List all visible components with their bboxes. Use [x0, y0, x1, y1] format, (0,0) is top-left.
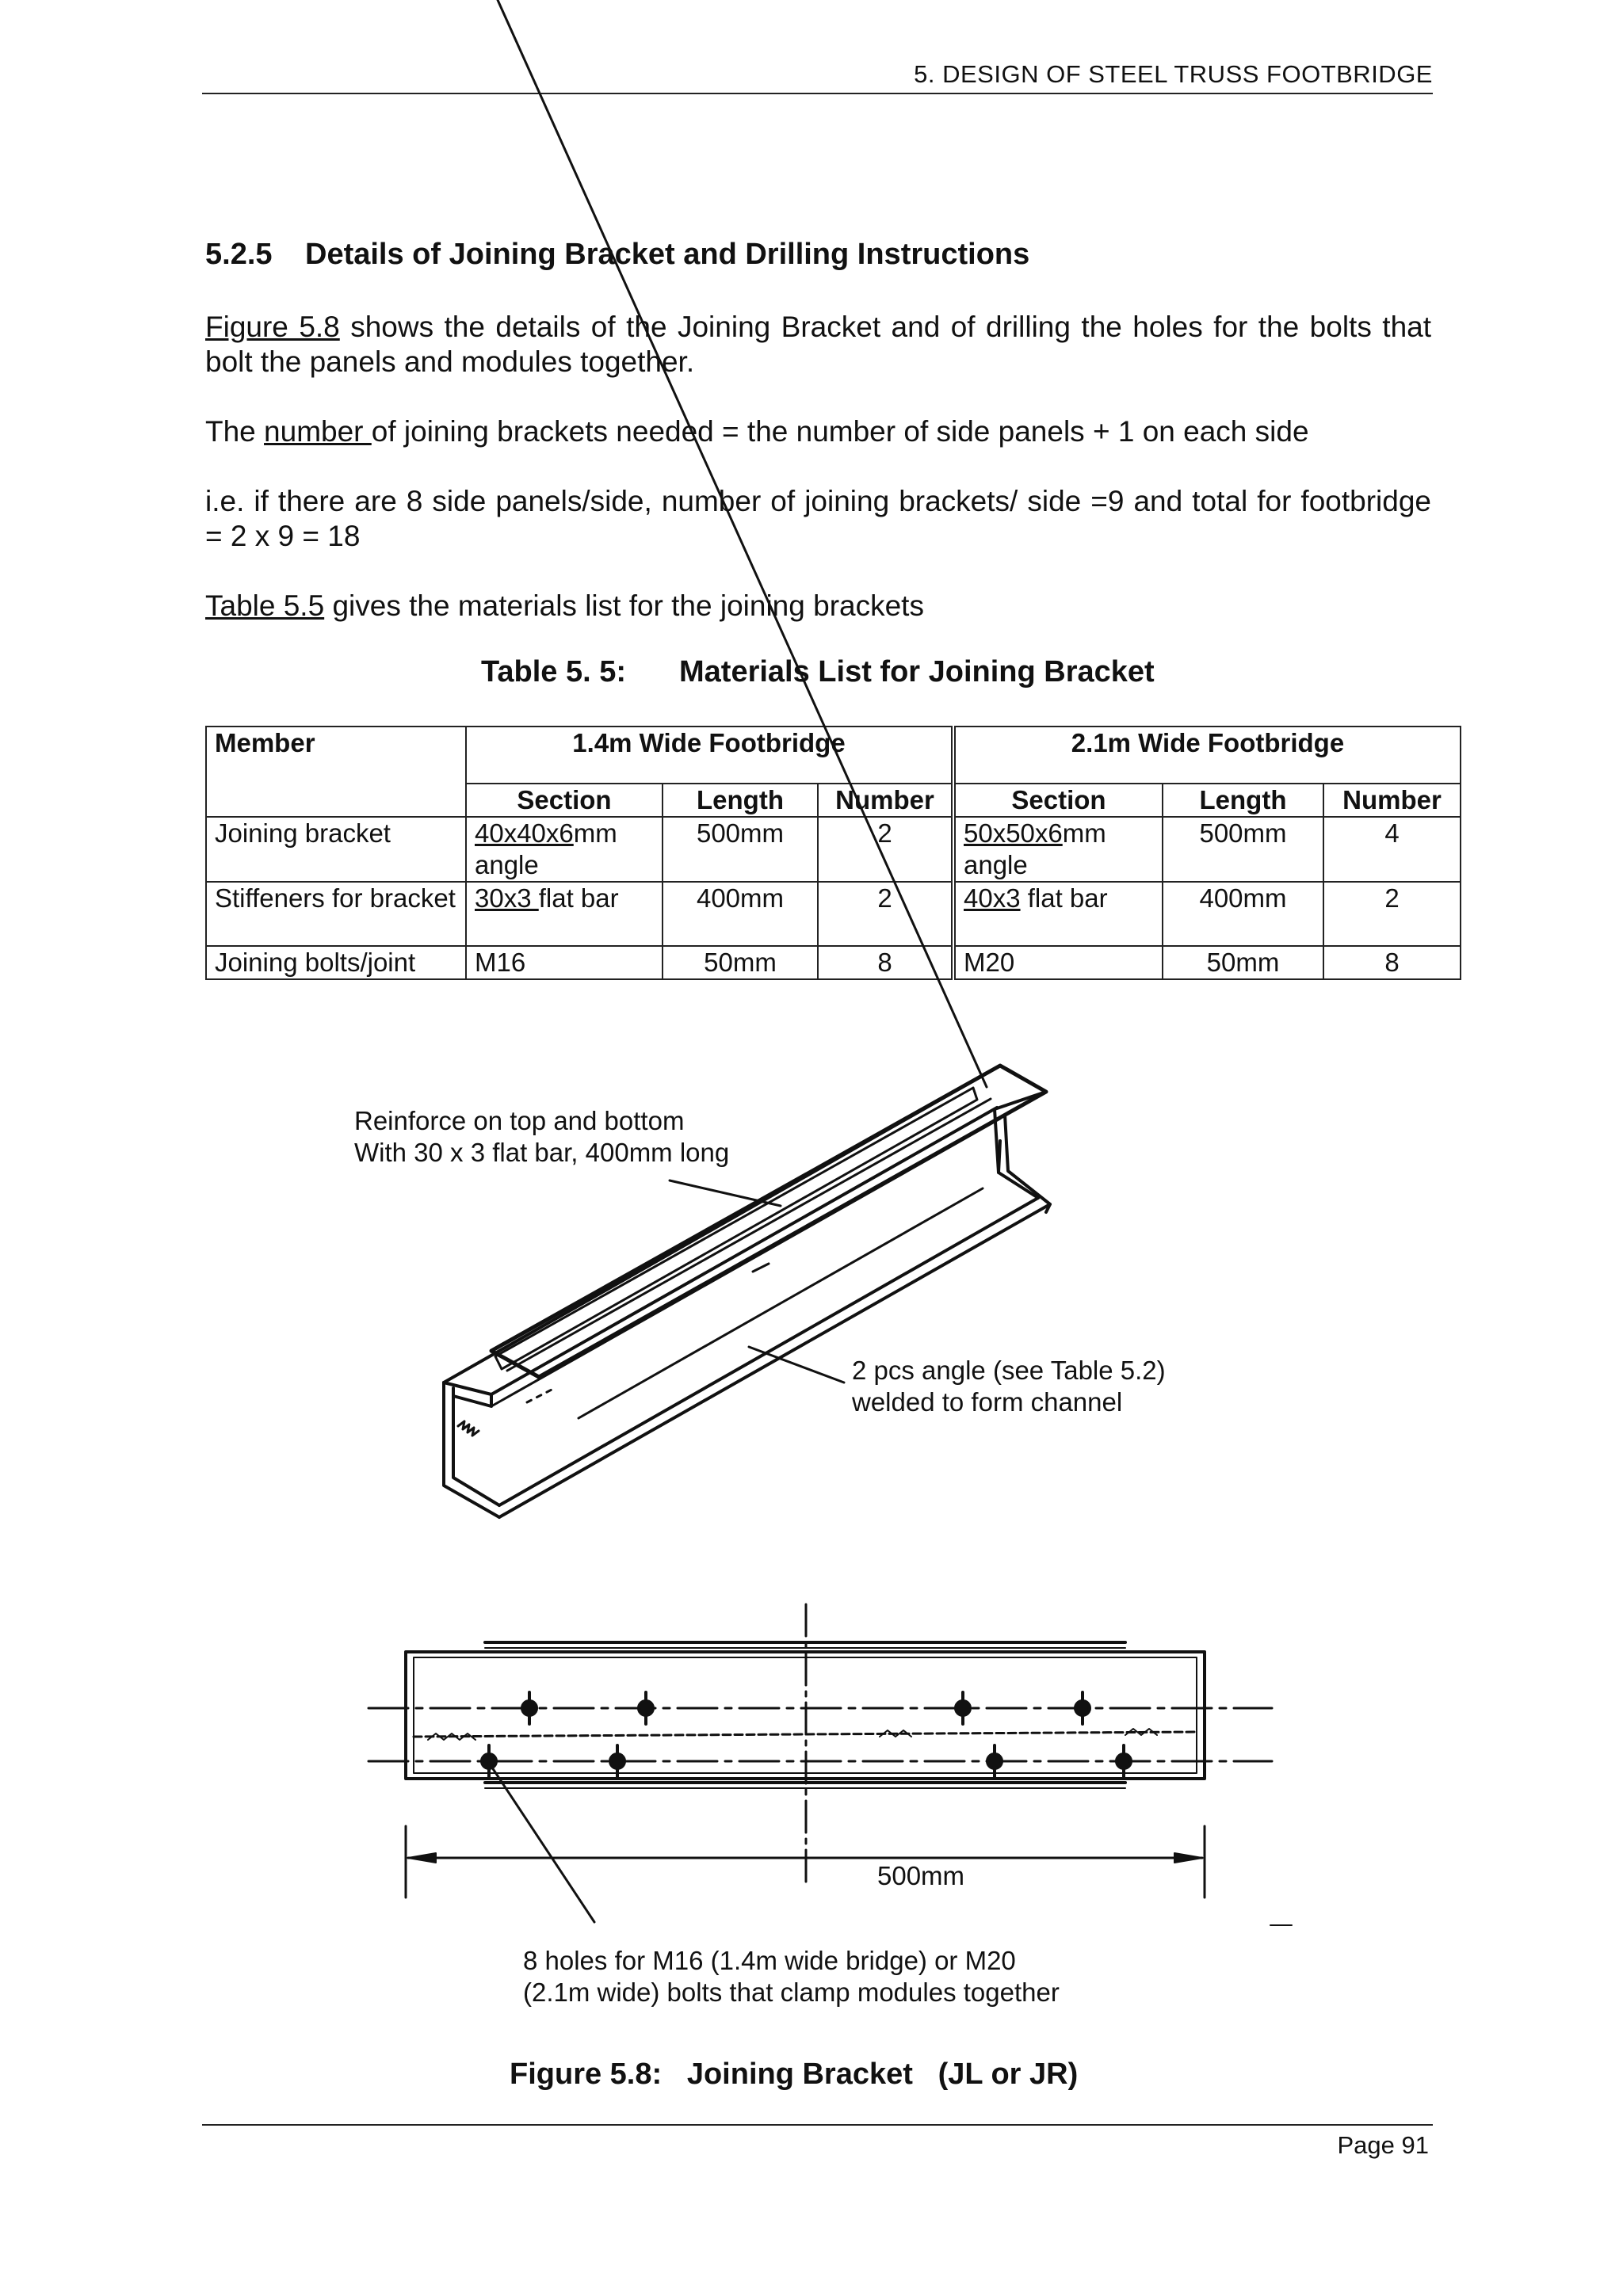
cell-section: M16: [466, 946, 663, 979]
bolt-hole: [1075, 1692, 1090, 1724]
table-number: Table 5. 5:: [481, 655, 627, 688]
cell-section: M20: [953, 946, 1163, 979]
paragraph-figure-reference: Figure 5.8 shows the details of the Joining Bracket and of drilling the holes for the bolts that bolt the panels and modules together.: [205, 311, 1431, 378]
isometric-bracket: [444, 0, 1050, 1517]
bolt-hole: [956, 1692, 970, 1724]
cell-number: 4: [1323, 817, 1461, 882]
subheader-number: Number: [1323, 784, 1461, 817]
cell-member: Joining bracket: [206, 817, 466, 882]
label-reinforce: Reinforce on top and bottom With 30 x 3 flat bar, 400mm long: [354, 1106, 730, 1167]
cell-section: 40x3 flat bar: [953, 882, 1163, 946]
bolt-hole: [639, 1692, 653, 1724]
subheader-number: Number: [818, 784, 953, 817]
dimension-label: 500mm: [877, 1861, 965, 1890]
cell-number: 2: [818, 882, 953, 946]
cell-section: 40x40x6mm angle: [466, 817, 663, 882]
paragraph-number-of-brackets: The number of joining brackets needed = the number of side panels + 1 on each side: [205, 415, 1309, 448]
cell-number: 2: [1323, 882, 1461, 946]
header-group-2: 2.1m Wide Footbridge: [953, 727, 1461, 784]
cell-member: Joining bolts/joint: [206, 946, 466, 979]
elevation-view: [369, 1604, 1292, 1925]
cell-length: 500mm: [663, 817, 818, 882]
cell-member: Stiffeners for bracket: [206, 882, 466, 946]
header-member: Member: [206, 727, 466, 817]
section-title: Details of Joining Bracket and Drilling Instructions: [305, 238, 1030, 271]
bolt-hole: [522, 1692, 537, 1724]
footer-rule: [202, 2124, 1433, 2126]
cell-length: 50mm: [663, 946, 818, 979]
figure-link[interactable]: Figure 5.8: [205, 311, 340, 343]
header-group-1: 1.4m Wide Footbridge: [466, 727, 953, 784]
table-title: Materials List for Joining Bracket: [679, 655, 1155, 688]
cell-number: 2: [818, 817, 953, 882]
section-number: 5.2.5: [205, 238, 273, 271]
figure-caption: Figure 5.8: Joining Bracket (JL or JR): [510, 2058, 1079, 2091]
cell-length: 400mm: [1163, 882, 1323, 946]
number-link: number: [264, 415, 372, 448]
table-link[interactable]: Table 5.5: [205, 589, 325, 622]
cell-number: 8: [818, 946, 953, 979]
label-angle: 2 pcs angle (see Table 5.2) welded to form channel: [852, 1356, 1166, 1417]
subheader-section: Section: [953, 784, 1163, 817]
running-header: 5. DESIGN OF STEEL TRUSS FOOTBRIDGE: [914, 60, 1433, 88]
cell-length: 50mm: [1163, 946, 1323, 979]
cell-section: 50x50x6mm angle: [953, 817, 1163, 882]
paragraph-table-reference: Table 5.5 gives the materials list for the joining brackets: [205, 589, 924, 622]
subheader-length: Length: [663, 784, 818, 817]
cell-length: 500mm: [1163, 817, 1323, 882]
label-holes: 8 holes for M16 (1.4m wide bridge) or M20 (2.1m wide) bolts that clamp modules together: [523, 1946, 1060, 2007]
cell-length: 400mm: [663, 882, 818, 946]
subheader-length: Length: [1163, 784, 1323, 817]
page-number: Page 91: [1337, 2131, 1429, 2159]
subheader-section: Section: [466, 784, 663, 817]
cell-section: 30x3 flat bar: [466, 882, 663, 946]
paragraph-example: i.e. if there are 8 side panels/side, number of joining brackets/ side =9 and total for footbridge = 2 x 9 = 18: [205, 485, 1431, 552]
cell-number: 8: [1323, 946, 1461, 979]
